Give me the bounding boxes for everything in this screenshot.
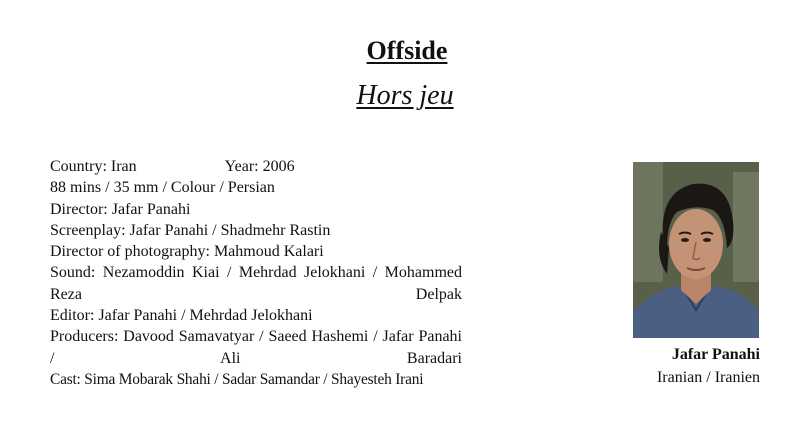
director-nationality: Iranian / Iranien [656, 369, 760, 386]
specs-text: 88 mins / 35 mm / Colour / Persian [50, 179, 275, 197]
sound-text: Sound: Nezamoddin Kiai / Mehrdad Jelokhani / Mohammed Reza Delpak [50, 264, 462, 303]
country-year-line [50, 156, 462, 177]
producers-text: Producers: Davood Samavatyar / Saeed Hashemi / Jafar Panahi / Ali Baradari [50, 328, 462, 367]
director-text: Director: Jafar Panahi [50, 200, 191, 218]
cast-text: Cast: Sima Mobarak Shahi / Sadar Samandar / Shayesteh Irani [50, 370, 424, 388]
photography-text: Director of photography: Mahmoud Kalari [50, 243, 324, 261]
portrait-image [633, 162, 759, 338]
country-text: Country: Iran [50, 158, 137, 175]
credits-block [50, 156, 462, 390]
film-title: Offside [366, 36, 448, 65]
director-photo [633, 162, 759, 338]
year-text: Year: 2006 [224, 158, 295, 175]
film-subtitle: Hors jeu [356, 80, 454, 111]
editor-text: Editor: Jafar Panahi / Mehrdad Jelokhani [50, 307, 313, 325]
screenplay-text: Screenplay: Jafar Panahi / Shadmehr Rastin [50, 221, 331, 239]
director-name: Jafar Panahi [671, 346, 760, 363]
